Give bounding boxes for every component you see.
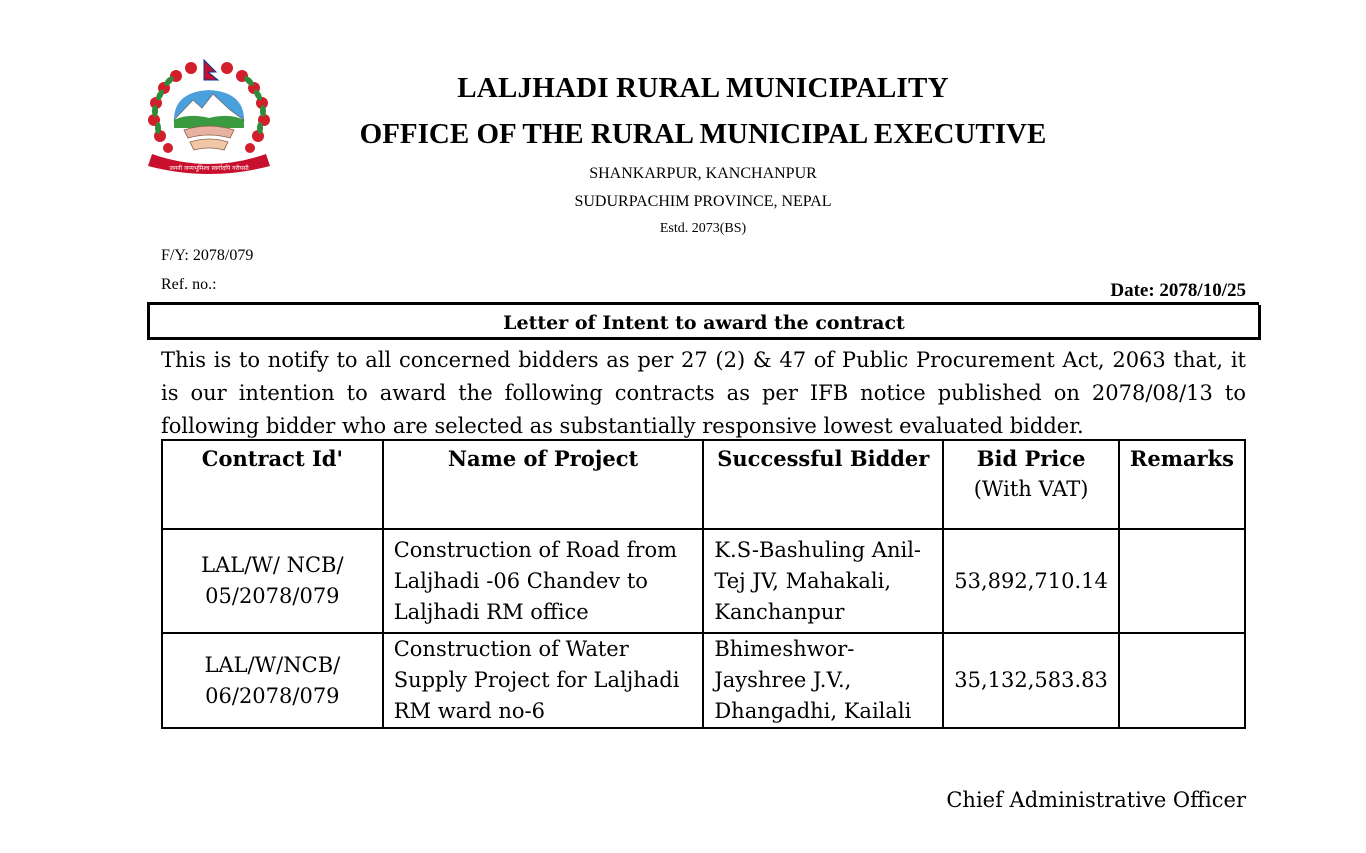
col-header-project: Name of Project <box>383 440 704 529</box>
cell-contract-id: LAL/W/ NCB/ 05/2078/079 <box>162 529 383 633</box>
cell-bid-price: 35,132,583.83 <box>943 633 1119 728</box>
reference-number: Ref. no.: <box>161 276 217 293</box>
signatory-title: Chief Administrative Officer <box>946 788 1246 812</box>
notice-body: This is to notify to all concerned bidders as per 27 (2) & 47 of Public Procurement Act, 2063 that, it is our intention to award the following contracts as per IFB notice published on 2078/08/13 to following bidder who are selected as substantially responsive lowest evaluated bidder. <box>161 348 1246 438</box>
col-header-bid-price <box>943 440 1119 529</box>
established-year: Estd. 2073(BS) <box>659 221 747 236</box>
cell-remarks <box>1119 633 1245 728</box>
table-row <box>162 529 1245 633</box>
col-header-remarks: Remarks <box>1119 440 1245 529</box>
address-line-2: SUDURPACHIM PROVINCE, NEPAL <box>574 193 832 210</box>
bid-price-sub-label: (With VAT) <box>973 477 1089 501</box>
notice-heading: Letter of Intent to award the contract <box>147 305 1261 340</box>
cell-remarks <box>1119 529 1245 633</box>
cell-bidder: K.S-Bashuling Anil-Tej JV, Mahakali, Kanchanpur <box>703 529 943 633</box>
table-header-row <box>162 440 1245 529</box>
table-row <box>162 633 1245 728</box>
cell-bid-price: 53,892,710.14 <box>943 529 1119 633</box>
col-header-bidder: Successful Bidder <box>703 440 943 529</box>
address-line-1: SHANKARPUR, KANCHANPUR <box>589 165 817 182</box>
cell-bidder: Bhimeshwor-Jayshree J.V., Dhangadhi, Kailali <box>703 633 943 728</box>
col-header-contract-id: Contract Id' <box>162 440 383 529</box>
bid-price-label: Bid Price <box>976 446 1086 471</box>
cell-project: Construction of Water Supply Project for Laljhadi RM ward no-6 <box>383 633 704 728</box>
cell-contract-id: LAL/W/NCB/ 06/2078/079 <box>162 633 383 728</box>
fiscal-year: F/Y: 2078/079 <box>161 247 254 264</box>
letter-date: Date: 2078/10/25 <box>1110 280 1246 301</box>
cell-project: Construction of Road from Laljhadi -06 Chandev to Laljhadi RM office <box>383 529 704 633</box>
office-title: OFFICE OF THE RURAL MUNICIPAL EXECUTIVE <box>359 118 1047 150</box>
municipality-title: LALJHADI RURAL MUNICIPALITY <box>457 72 949 104</box>
award-table <box>161 439 1246 729</box>
svg-text:जननी जन्मभूमिश्च स्वर्गादपि गर: जननी जन्मभूमिश्च स्वर्गादपि गरीयसी <box>169 165 249 172</box>
